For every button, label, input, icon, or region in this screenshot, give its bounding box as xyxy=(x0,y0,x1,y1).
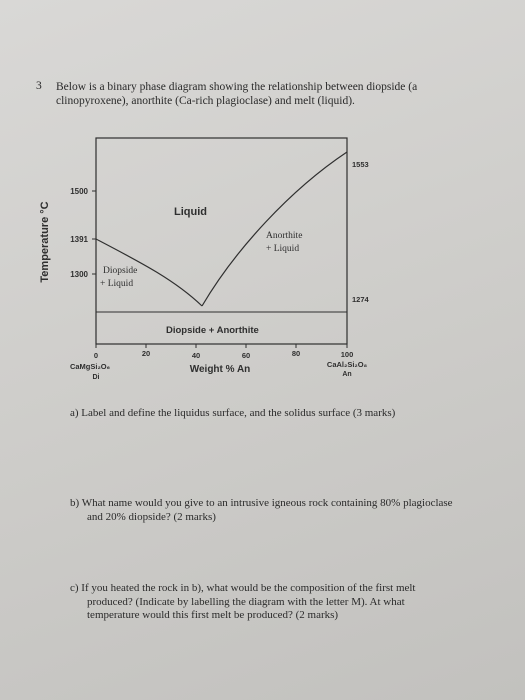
solid-field-label: Diopside + Anorthite xyxy=(166,325,259,336)
x-tick-label-60: 60 xyxy=(241,351,251,360)
y-axis-label: Temperature °C xyxy=(39,201,51,283)
part-b-line-2: and 20% diopside? (2 marks) xyxy=(87,510,216,523)
y-tick-label-1300: 1300 xyxy=(70,270,88,279)
x-tick-label-100: 100 xyxy=(340,350,354,359)
part-b xyxy=(70,497,490,524)
part-b-line-1: b) What name would you give to an intrusive igneous rock containing 80% plagioclase xyxy=(70,497,453,509)
anorthite-abbr-label: An xyxy=(342,371,352,378)
diopside-liquid-label-2: + Liquid xyxy=(100,279,134,289)
diopside-liquid-label-1: Diopside xyxy=(103,266,138,276)
diopside-abbr-label: Di xyxy=(92,374,100,381)
x-tick-label-20: 20 xyxy=(141,349,151,358)
part-a-line-1: a) Label and define the liquidus surface, and the solidus surface (3 marks) xyxy=(70,407,396,419)
question-line-1: Below is a binary phase diagram showing the relationship between diopside (a xyxy=(56,81,418,93)
eutectic-temp-label: 1274 xyxy=(352,295,369,304)
part-c xyxy=(70,582,490,623)
part-c-line-3: temperature would this first melt be produced? (2 marks) xyxy=(87,609,339,621)
anorthite-liquidus-curve xyxy=(202,152,347,306)
y-tick-label-1500: 1500 xyxy=(70,187,88,196)
liquid-field-label: Liquid xyxy=(174,206,207,218)
diopside-formula-label: CaMgSi₂O₆ xyxy=(69,362,111,371)
anorthite-liquid-label-2: + Liquid xyxy=(266,244,300,254)
part-c-line-1: c) If you heated the rock in b), what would be the composition of the first melt xyxy=(70,582,416,594)
question-number: 3 xyxy=(36,80,42,92)
x-tick-label-40: 40 xyxy=(191,351,201,360)
x-tick-label-80: 80 xyxy=(291,349,301,358)
x-axis-label: Weight % An xyxy=(189,364,251,375)
part-c-line-2: produced? (Indicate by labelling the diagram with the letter M). At what xyxy=(87,595,405,608)
x-tick-label-0: 0 xyxy=(93,351,99,360)
anorthite-liquid-label-1: Anorthite xyxy=(266,231,303,241)
question-line-2: clinopyroxene), anorthite (Ca-rich plagioclase) and melt (liquid). xyxy=(56,95,355,107)
diagram-frame xyxy=(96,138,347,344)
y-tick-label-1391: 1391 xyxy=(70,235,88,244)
part-a xyxy=(70,407,490,421)
anorthite-formula-label: CaAl₂Si₂O₈ xyxy=(326,360,368,369)
top-right-temp-label: 1553 xyxy=(352,160,369,169)
